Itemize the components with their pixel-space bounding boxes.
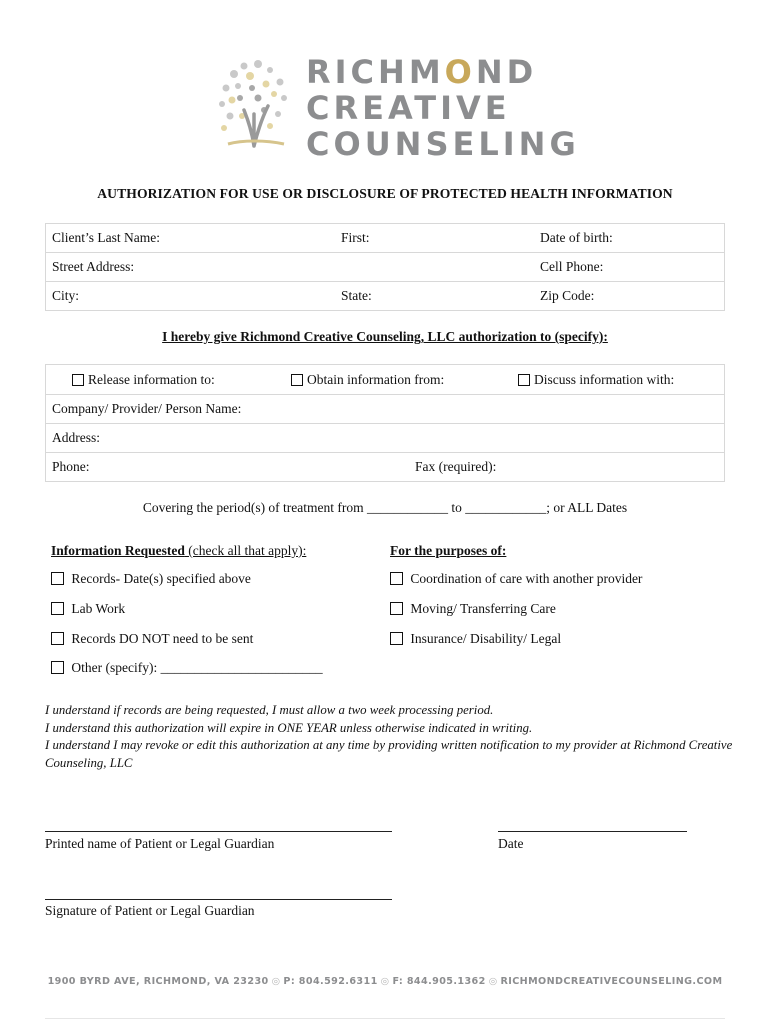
acknowledgement-statements bbox=[45, 702, 735, 772]
printed-name-line[interactable] bbox=[45, 831, 392, 832]
insurance-checkbox[interactable] bbox=[390, 632, 403, 645]
other-checkbox[interactable] bbox=[51, 661, 64, 674]
provider-phone-field[interactable]: Phone: bbox=[46, 453, 410, 482]
date-line[interactable] bbox=[498, 831, 687, 832]
printed-name-label: Printed name of Patient or Legal Guardian bbox=[45, 836, 275, 851]
obtain-option[interactable]: Obtain information from: bbox=[291, 372, 444, 388]
footer-rule bbox=[45, 1018, 725, 1019]
city-field[interactable]: City: bbox=[46, 282, 336, 311]
signature-line[interactable] bbox=[45, 899, 392, 900]
document-title: AUTHORIZATION FOR USE OR DISCLOSURE OF PROTECTED HEALTH INFORMATION bbox=[97, 186, 673, 201]
dob-field[interactable]: Date of birth: bbox=[534, 224, 725, 253]
provider-fax-field[interactable]: Fax (required): bbox=[409, 453, 725, 482]
info-item-records-not-sent[interactable]: Records DO NOT need to be sent bbox=[51, 631, 253, 647]
moving-checkbox[interactable] bbox=[390, 602, 403, 615]
first-name-field[interactable]: First: bbox=[335, 224, 534, 253]
info-item-records-dates[interactable]: Records- Date(s) specified above bbox=[51, 571, 251, 587]
records-dates-checkbox[interactable] bbox=[51, 572, 64, 585]
info-requested-heading: Information Requested (check all that apply): bbox=[51, 543, 307, 558]
separator-icon: ◎ bbox=[271, 976, 281, 987]
discuss-checkbox[interactable] bbox=[518, 374, 530, 386]
statement-processing: I understand if records are being requested, I must allow a two week processing period. bbox=[45, 703, 494, 717]
last-name-field[interactable]: Client’s Last Name: bbox=[46, 224, 336, 253]
client-info-table bbox=[45, 223, 725, 311]
coordination-checkbox[interactable] bbox=[390, 572, 403, 585]
signature-label: Signature of Patient or Legal Guardian bbox=[45, 903, 255, 918]
separator-icon: ◎ bbox=[488, 976, 498, 987]
company-provider-field[interactable]: Company/ Provider/ Person Name: bbox=[46, 395, 725, 424]
footer-website: RICHMONDCREATIVECOUNSELING.COM bbox=[500, 976, 723, 987]
action-options-row bbox=[46, 365, 725, 395]
footer-contact bbox=[0, 976, 770, 987]
authorization-statement: I hereby give Richmond Creative Counseling, LLC authorization to (specify): bbox=[162, 329, 608, 344]
street-address-field[interactable]: Street Address: bbox=[46, 253, 535, 282]
treatment-period[interactable]: Covering the period(s) of treatment from ____________ to ____________; or ALL Dates bbox=[142, 500, 628, 515]
logo-tree-icon bbox=[214, 54, 298, 150]
statement-revoke: I understand I may revoke or edit this authorization at any time by providing written notification to my provider at Richmond Creative Counseling, LLC bbox=[45, 738, 733, 770]
state-field[interactable]: State: bbox=[335, 282, 534, 311]
date-label: Date bbox=[498, 836, 524, 851]
footer-address: 1900 BYRD AVE, RICHMOND, VA 23230 bbox=[47, 976, 269, 987]
statement-expiry: I understand this authorization will expire in ONE YEAR unless otherwise indicated in writing. bbox=[45, 720, 533, 735]
purpose-item-moving[interactable]: Moving/ Transferring Care bbox=[390, 601, 556, 617]
purpose-item-insurance[interactable]: Insurance/ Disability/ Legal bbox=[390, 631, 561, 647]
records-not-sent-checkbox[interactable] bbox=[51, 632, 64, 645]
provider-address-field[interactable]: Address: bbox=[46, 424, 725, 453]
logo-wordmark: RICHMOND CREATIVE COUNSELING bbox=[306, 53, 580, 163]
lab-work-checkbox[interactable] bbox=[51, 602, 64, 615]
purpose-item-coordination[interactable]: Coordination of care with another provider bbox=[390, 571, 642, 587]
purposes-heading: For the purposes of: bbox=[390, 543, 507, 558]
cell-phone-field[interactable]: Cell Phone: bbox=[534, 253, 725, 282]
footer-phone: P: 804.592.6311 bbox=[283, 976, 378, 987]
info-item-other[interactable]: Other (specify): ________________________ bbox=[51, 660, 323, 676]
logo-spiral-o: O bbox=[444, 53, 476, 91]
zip-code-field[interactable]: Zip Code: bbox=[534, 282, 725, 311]
release-option[interactable]: Release information to: bbox=[72, 372, 215, 388]
footer-fax: F: 844.905.1362 bbox=[392, 976, 486, 987]
release-checkbox[interactable] bbox=[72, 374, 84, 386]
info-item-lab-work[interactable]: Lab Work bbox=[51, 601, 125, 617]
discuss-option[interactable]: Discuss information with: bbox=[518, 372, 674, 388]
provider-info-table bbox=[45, 364, 725, 482]
separator-icon: ◎ bbox=[380, 976, 390, 987]
obtain-checkbox[interactable] bbox=[291, 374, 303, 386]
